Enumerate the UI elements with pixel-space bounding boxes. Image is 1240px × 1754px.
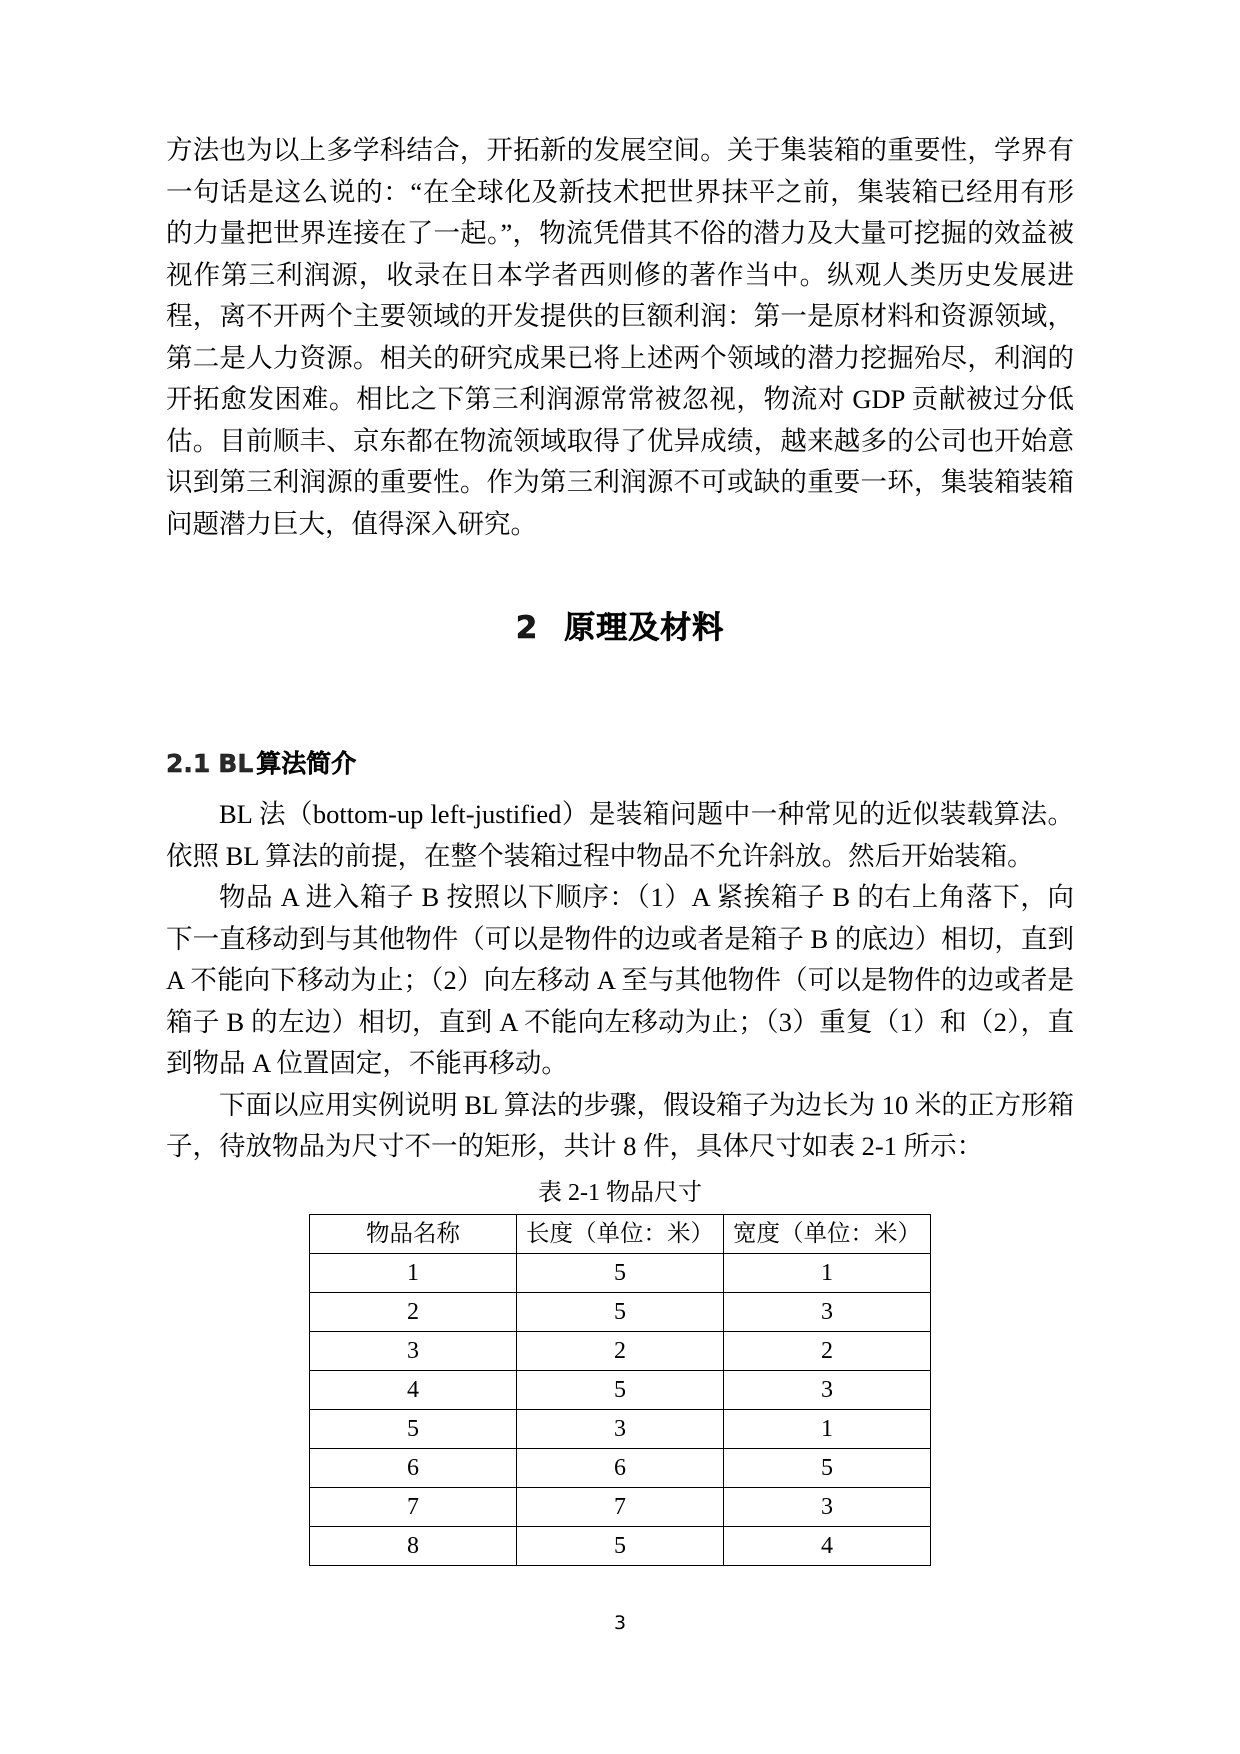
heading-spacer: [166, 780, 1074, 794]
chapter-title: 原理及材料: [564, 610, 725, 646]
cell-item-name: 2: [310, 1292, 517, 1331]
cell-item-name: 5: [310, 1409, 517, 1448]
table-row: [310, 1253, 931, 1292]
table-head: [310, 1214, 931, 1253]
paragraph-bl-steps: 物品 A 进入箱子 B 按照以下顺序：（1）A 紧挨箱子 B 的右上角落下，向下一直移动到与其他物件（可以是物件的边或者是箱子 B 的底边）相切，直到 A 不能向下移动为止；（2）向左移动 A 至与其他物件（可以是物件的边或者是箱子 B 的左边）相切，直到 A 不能向左移动为止；（3）重复（1）和（2），直到物品 A 位置固定，不能再移动。: [166, 882, 1074, 1078]
cell-item-name: 8: [310, 1526, 517, 1565]
cell-item-length: 2: [517, 1331, 724, 1370]
cell-item-length: 7: [517, 1487, 724, 1526]
table-row: [310, 1292, 931, 1331]
table-header-row: [310, 1214, 931, 1253]
cell-item-length: 5: [517, 1292, 724, 1331]
cell-item-width: 3: [724, 1370, 931, 1409]
table-row: [310, 1526, 931, 1565]
cell-item-length: 5: [517, 1253, 724, 1292]
cell-item-length: 5: [517, 1370, 724, 1409]
page-content: [166, 130, 1074, 1566]
item-dimensions-table: [309, 1214, 931, 1566]
cell-item-name: 1: [310, 1253, 517, 1292]
cell-item-width: 5: [724, 1448, 931, 1487]
section-number: 2.1: [166, 749, 211, 778]
paragraph-example-lead: 下面以应用实例说明 BL 算法的步骤，假设箱子为边长为 10 米的正方形箱子，待放物品为尺寸不一的矩形，共计 8 件，具体尺寸如表 2-1 所示：: [166, 1089, 1074, 1161]
cell-item-length: 3: [517, 1409, 724, 1448]
cell-item-width: 3: [724, 1487, 931, 1526]
section-title-bl: BL: [218, 749, 254, 778]
section-title-rest: 算法简介: [256, 749, 357, 778]
cell-item-name: 4: [310, 1370, 517, 1409]
table-row: [310, 1331, 931, 1370]
cell-item-width: 3: [724, 1292, 931, 1331]
table-container: [166, 1214, 1074, 1566]
cell-item-width: 1: [724, 1253, 931, 1292]
cell-item-name: 7: [310, 1487, 517, 1526]
paragraph-intro: 方法也为以上多学科结合，开拓新的发展空间。关于集装箱的重要性，学界有一句话是这么说的：“在全球化及新技术把世界抹平之前，集装箱已经用有形的力量把世界连接在了一起。”，物流凭借其不俗的潜力及大量可挖掘的效益被视作第三利润源，收录在日本学者西则修的著作当中。纵观人类历史发展进程，离不开两个主要领域的开发提供的巨额利润：第一是原材料和资源领域，第二是人力资源。相关的研究成果已将上述两个领域的潜力挖掘殆尽，利润的开拓愈发困难。相比之下第三利润源常常被忽视，物流对 GDP 贡献被过分低估。目前顺丰、京东都在物流领域取得了优异成绩，越来越多的公司也开始意识到第三利润源的重要性。作为第三利润源不可或缺的重要一环，集装箱装箱问题潜力巨大，值得深入研究。: [166, 135, 1074, 539]
column-header-width: 宽度（单位：米）: [724, 1214, 931, 1253]
paragraph-bl-intro: BL 法（bottom-up left-justified）是装箱问题中一种常见的近似装载算法。依照 BL 算法的前提，在整个装箱过程中物品不允许斜放。然后开始装箱。: [166, 799, 1074, 871]
table-row: [310, 1409, 931, 1448]
cell-item-width: 2: [724, 1331, 931, 1370]
section-heading-2-1: [166, 647, 1074, 780]
cell-item-name: 6: [310, 1448, 517, 1487]
cell-item-width: 4: [724, 1526, 931, 1565]
table-row: [310, 1448, 931, 1487]
cell-item-name: 3: [310, 1331, 517, 1370]
cell-item-length: 5: [517, 1526, 724, 1565]
chapter-heading: [166, 545, 1074, 647]
table-row: [310, 1487, 931, 1526]
table-body: [310, 1253, 931, 1565]
chapter-number: 2: [515, 610, 539, 646]
table-row: [310, 1370, 931, 1409]
column-header-length: 长度（单位：米）: [517, 1214, 724, 1253]
table-caption: 表 2-1 物品尺寸: [538, 1179, 702, 1206]
page-number: 3: [613, 1612, 627, 1634]
cell-item-width: 1: [724, 1409, 931, 1448]
column-header-name: 物品名称: [310, 1214, 517, 1253]
cell-item-length: 6: [517, 1448, 724, 1487]
